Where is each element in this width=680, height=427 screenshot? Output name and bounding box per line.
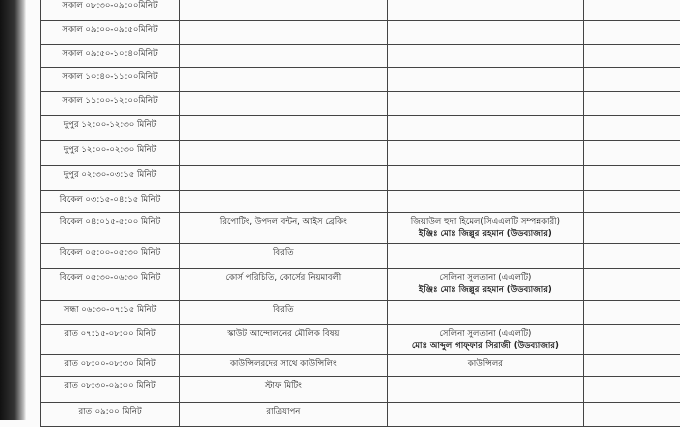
time-text: দুপুর ০২:৩০-০৩:১৫ মিনিট bbox=[43, 169, 177, 181]
topic-cell bbox=[180, 0, 388, 21]
table-row bbox=[41, 0, 680, 21]
remarks-cell bbox=[584, 21, 680, 45]
time-cell bbox=[41, 0, 180, 21]
topic-cell bbox=[180, 269, 388, 301]
time-cell bbox=[41, 301, 180, 325]
topic-cell bbox=[180, 244, 388, 269]
trainer-primary: সেলিনা সুলতানা (এএলটি) bbox=[390, 272, 581, 284]
topic-text: বিরতি bbox=[182, 304, 385, 316]
trainer-cell bbox=[387, 116, 583, 141]
table-row bbox=[41, 191, 680, 213]
trainer-cell bbox=[387, 191, 583, 213]
table-row bbox=[41, 45, 680, 68]
remarks-cell bbox=[584, 45, 680, 68]
trainer-primary: জিয়াউল হুদা হিমেল(সিএএলটি সম্পন্নকারী) bbox=[390, 216, 581, 228]
time-text: দুপুর ১২:০০-০২:৩০ মিনিট bbox=[43, 144, 177, 156]
topic-cell bbox=[180, 45, 388, 68]
time-cell bbox=[41, 355, 180, 377]
trainer-cell bbox=[387, 68, 583, 92]
table-row bbox=[41, 213, 680, 244]
topic-cell bbox=[180, 68, 388, 92]
time-text: সকাল ১০:৪০-১১:০০মিনিট bbox=[43, 71, 177, 83]
remarks-cell bbox=[584, 166, 680, 191]
trainer-cell bbox=[387, 325, 583, 355]
topic-text: স্কাউট আন্দোলনের মৌলিক বিষয় bbox=[182, 328, 385, 340]
trainer-secondary: ইঞ্জিঃ মোঃ জিল্লুর রহমান (উডব্যাজার) bbox=[390, 228, 581, 240]
topic-cell bbox=[180, 301, 388, 325]
time-text: বিকেল ০৫:৩০-০৬:৩০ মিনিট bbox=[43, 272, 177, 284]
topic-text: রিপোটিং, উপদল বন্টন, আইস ব্রেকিং bbox=[182, 216, 385, 228]
trainer-primary: কাউন্সিলর bbox=[390, 358, 581, 370]
table-row bbox=[41, 166, 680, 191]
remarks-cell bbox=[584, 325, 680, 355]
time-text: সকাল ০৯:৫০-১০:৪০মিনিট bbox=[43, 48, 177, 60]
trainer-cell bbox=[387, 92, 583, 116]
schedule-table bbox=[40, 0, 680, 427]
topic-cell bbox=[180, 403, 388, 427]
topic-text: কোর্স পরিচিতি, কোর্সের নিয়মাবলী bbox=[182, 272, 385, 284]
time-text: সকাল ০৯:০০-০৯:৫০মিনিট bbox=[43, 24, 177, 36]
time-text: রাত ০৮:০০-০৮:৩০ মিনিট bbox=[43, 358, 177, 370]
trainer-cell bbox=[387, 45, 583, 68]
remarks-cell bbox=[584, 377, 680, 403]
time-cell bbox=[41, 191, 180, 213]
remarks-cell bbox=[584, 213, 680, 244]
table-row bbox=[41, 92, 680, 116]
time-text: বিকেল ০৪:০১৫-৫:০০ মিনিট bbox=[43, 216, 177, 228]
remarks-cell bbox=[584, 403, 680, 427]
remarks-cell bbox=[584, 141, 680, 166]
remarks-cell bbox=[584, 116, 680, 141]
remarks-cell bbox=[584, 301, 680, 325]
time-text: রাত ০৭:১৫-০৮:০০ মিনিট bbox=[43, 328, 177, 340]
topic-cell bbox=[180, 355, 388, 377]
trainer-cell bbox=[387, 213, 583, 244]
trainer-cell bbox=[387, 244, 583, 269]
time-cell bbox=[41, 166, 180, 191]
time-cell bbox=[41, 403, 180, 427]
remarks-cell bbox=[584, 355, 680, 377]
trainer-cell bbox=[387, 141, 583, 166]
time-cell bbox=[41, 269, 180, 301]
topic-cell bbox=[180, 141, 388, 166]
time-text: বিকেল ০৩:১৫-০৪:১৫ মিনিট bbox=[43, 194, 177, 206]
trainer-cell bbox=[387, 21, 583, 45]
table-row bbox=[41, 116, 680, 141]
topic-cell bbox=[180, 92, 388, 116]
topic-cell bbox=[180, 116, 388, 141]
topic-cell bbox=[180, 377, 388, 403]
time-cell bbox=[41, 92, 180, 116]
time-cell bbox=[41, 21, 180, 45]
table-row bbox=[41, 377, 680, 403]
table-row bbox=[41, 21, 680, 45]
time-text: সকাল ১১:০০-১২:০০মিনিট bbox=[43, 95, 177, 107]
topic-text: রাত্রিযাপন bbox=[182, 406, 385, 418]
trainer-cell bbox=[387, 0, 583, 21]
table-row bbox=[41, 325, 680, 355]
time-text: সন্ধা ০৬:৩০-০৭:১৫ মিনিট bbox=[43, 304, 177, 316]
trainer-cell bbox=[387, 377, 583, 403]
time-cell bbox=[41, 244, 180, 269]
topic-cell bbox=[180, 325, 388, 355]
topic-cell bbox=[180, 213, 388, 244]
trainer-cell bbox=[387, 166, 583, 191]
topic-text: কাউন্সিলরদের সাথে কাউন্সিলিং bbox=[182, 358, 385, 370]
remarks-cell bbox=[584, 244, 680, 269]
remarks-cell bbox=[584, 269, 680, 301]
time-text: বিকেল ০৫:০০-০৫:৩০ মিনিট bbox=[43, 247, 177, 259]
trainer-cell bbox=[387, 269, 583, 301]
topic-text: বিরতি bbox=[182, 247, 385, 259]
topic-cell bbox=[180, 191, 388, 213]
remarks-cell bbox=[584, 92, 680, 116]
table-row bbox=[41, 269, 680, 301]
remarks-cell bbox=[584, 68, 680, 92]
trainer-secondary: মোঃ আব্দুল গাফ্ফার সিরাজী (উডব্যাজার) bbox=[390, 340, 581, 352]
time-text: দুপুর ১২:০০-১২:৩০ মিনিট bbox=[43, 119, 177, 131]
trainer-primary: সেলিনা সুলতানা (এএলটি) bbox=[390, 328, 581, 340]
time-cell bbox=[41, 68, 180, 92]
time-cell bbox=[41, 116, 180, 141]
time-text: রাত ০৮:৩০-০৯:০০ মিনিট bbox=[43, 380, 177, 392]
topic-cell bbox=[180, 21, 388, 45]
time-cell bbox=[41, 213, 180, 244]
trainer-cell bbox=[387, 403, 583, 427]
time-cell bbox=[41, 325, 180, 355]
trainer-cell bbox=[387, 301, 583, 325]
page-edge-shadow bbox=[0, 0, 26, 420]
time-cell bbox=[41, 141, 180, 166]
trainer-cell bbox=[387, 355, 583, 377]
topic-cell bbox=[180, 166, 388, 191]
time-text: রাত ০৯:০০ মিনিট bbox=[43, 406, 177, 418]
table-row bbox=[41, 141, 680, 166]
table-row bbox=[41, 355, 680, 377]
time-cell bbox=[41, 45, 180, 68]
table-row bbox=[41, 68, 680, 92]
time-cell bbox=[41, 377, 180, 403]
table-row bbox=[41, 403, 680, 427]
time-text: সকাল ০৮:৩০-০৯:০০মিনিট bbox=[43, 0, 177, 12]
remarks-cell bbox=[584, 0, 680, 21]
remarks-cell bbox=[584, 191, 680, 213]
topic-text: স্টাফ মিটিং bbox=[182, 380, 385, 392]
table-row bbox=[41, 244, 680, 269]
table-row bbox=[41, 301, 680, 325]
trainer-secondary: ইঞ্জিঃ মোঃ জিল্লুর রহমান (উডব্যাজার) bbox=[390, 284, 581, 296]
